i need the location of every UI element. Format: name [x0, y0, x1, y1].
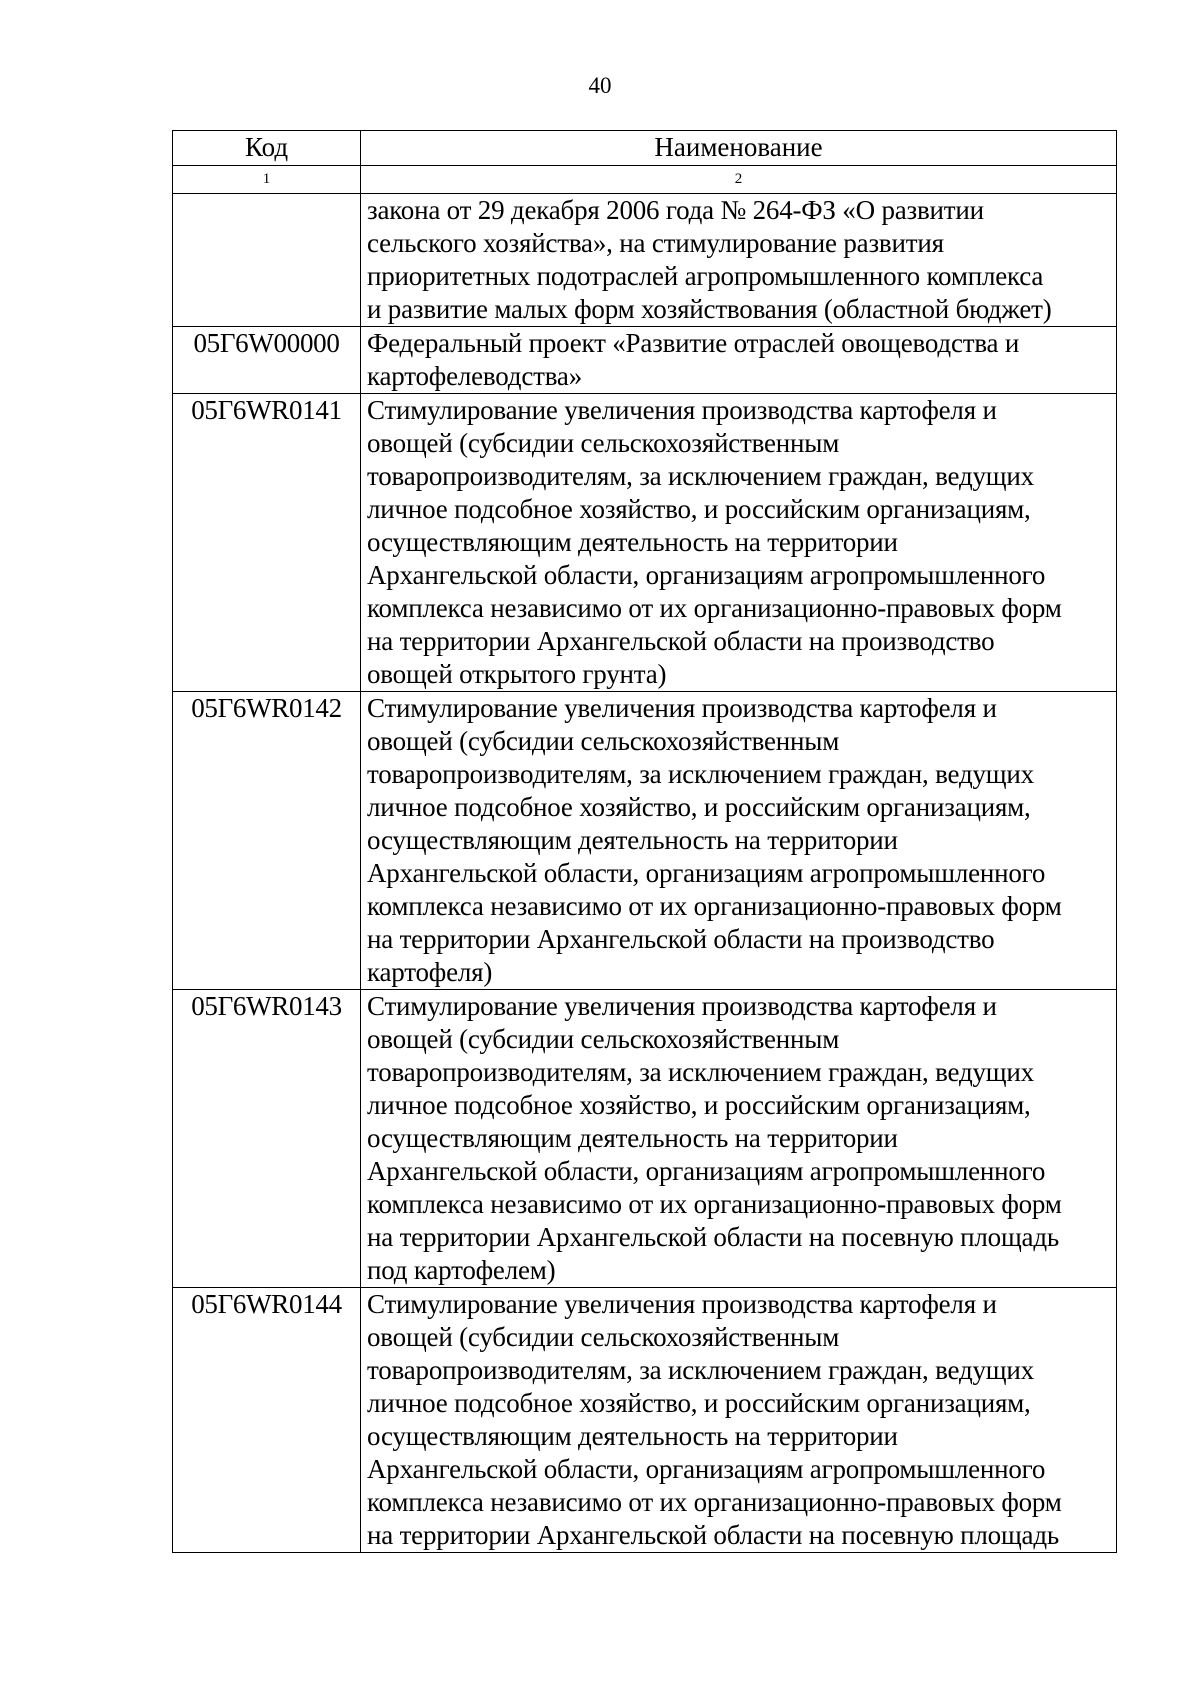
- name-line: Стимулирование увеличения производства картофеля и: [367, 693, 997, 723]
- table-row: [173, 990, 1117, 1288]
- name-line: Федеральный проект «Развитие отраслей овощеводства и: [367, 328, 1020, 358]
- name-line: комплекса независимо от их организационно-правовых форм: [367, 891, 1062, 921]
- name-line: Стимулирование увеличения производства картофеля и: [367, 1289, 997, 1319]
- name-line: осуществляющим деятельность на территории: [367, 1123, 898, 1153]
- name-line: комплекса независимо от их организационно-правовых форм: [367, 1487, 1062, 1517]
- table-body: [173, 194, 1117, 1553]
- name-line: на территории Архангельской области на посевную площадь: [367, 1222, 1059, 1252]
- name-line: закона от 29 декабря 2006 года № 264-ФЗ «О развитии: [367, 195, 984, 225]
- name-line: Архангельской области, организациям агропромышленного: [367, 1156, 1046, 1186]
- column-number-name: 2: [361, 166, 1117, 194]
- name-line: овощей (субсидии сельскохозяйственным: [367, 1024, 840, 1054]
- name-line: личное подсобное хозяйство, и российским организациям,: [367, 1090, 1031, 1120]
- name-line: картофеля): [367, 957, 493, 987]
- name-line: осуществляющим деятельность на территории: [367, 825, 898, 855]
- column-number-code: 1: [173, 166, 361, 194]
- name-line: на территории Архангельской области на производство: [367, 626, 995, 656]
- code-cell: 05Г6WR0144: [173, 1288, 361, 1553]
- table-row: [173, 394, 1117, 692]
- name-line: личное подсобное хозяйство, и российским организациям,: [367, 1388, 1031, 1418]
- name-line: под картофелем): [367, 1255, 556, 1285]
- table-row: [173, 1288, 1117, 1553]
- name-line: овощей (субсидии сельскохозяйственным: [367, 726, 840, 756]
- name-cell: [361, 394, 1117, 692]
- name-line: приоритетных подотраслей агропромышленного комплекса: [367, 261, 1044, 291]
- code-cell: 05Г6WR0142: [173, 692, 361, 990]
- name-line: сельского хозяйства», на стимулирование развития: [367, 228, 944, 258]
- name-cell: [361, 692, 1117, 990]
- name-line: Стимулирование увеличения производства картофеля и: [367, 395, 997, 425]
- name-line: Архангельской области, организациям агропромышленного: [367, 560, 1046, 590]
- code-cell: [173, 194, 361, 327]
- name-line: и развитие малых форм хозяйствования (областной бюджет): [367, 294, 1052, 324]
- name-line: осуществляющим деятельность на территории: [367, 1421, 898, 1451]
- code-cell: 05Г6WR0141: [173, 394, 361, 692]
- name-line: на территории Архангельской области на посевную площадь: [367, 1520, 1059, 1550]
- name-line: товаропроизводителям, за исключением граждан, ведущих: [367, 1355, 1034, 1385]
- name-line: на территории Архангельской области на производство: [367, 924, 995, 954]
- code-cell: 05Г6W00000: [173, 327, 361, 394]
- name-line: товаропроизводителям, за исключением граждан, ведущих: [367, 1057, 1034, 1087]
- header-code: Код: [173, 131, 361, 166]
- name-line: комплекса независимо от их организационно-правовых форм: [367, 593, 1062, 623]
- name-cell: [361, 990, 1117, 1288]
- name-line: Архангельской области, организациям агропромышленного: [367, 1454, 1046, 1484]
- table-header-row: [173, 131, 1117, 166]
- table-row: [173, 194, 1117, 327]
- name-line: личное подсобное хозяйство, и российским организациям,: [367, 494, 1031, 524]
- name-cell: [361, 1288, 1117, 1553]
- name-line: овощей открытого грунта): [367, 659, 667, 689]
- name-line: Стимулирование увеличения производства картофеля и: [367, 991, 997, 1021]
- name-line: осуществляющим деятельность на территории: [367, 527, 898, 557]
- name-line: комплекса независимо от их организационно-правовых форм: [367, 1189, 1062, 1219]
- name-line: картофелеводства»: [367, 361, 582, 391]
- name-line: Архангельской области, организациям агропромышленного: [367, 858, 1046, 888]
- name-line: товаропроизводителям, за исключением граждан, ведущих: [367, 461, 1034, 491]
- name-line: овощей (субсидии сельскохозяйственным: [367, 428, 840, 458]
- column-number-row: [173, 166, 1117, 194]
- name-cell: [361, 327, 1117, 394]
- budget-code-table: [172, 130, 1117, 1553]
- name-line: овощей (субсидии сельскохозяйственным: [367, 1322, 840, 1352]
- page-number: 40: [588, 73, 612, 98]
- name-cell: [361, 194, 1117, 327]
- name-line: товаропроизводителям, за исключением граждан, ведущих: [367, 759, 1034, 789]
- code-cell: 05Г6WR0143: [173, 990, 361, 1288]
- name-line: личное подсобное хозяйство, и российским организациям,: [367, 792, 1031, 822]
- header-name: Наименование: [361, 131, 1117, 166]
- table-row: [173, 327, 1117, 394]
- table-row: [173, 692, 1117, 990]
